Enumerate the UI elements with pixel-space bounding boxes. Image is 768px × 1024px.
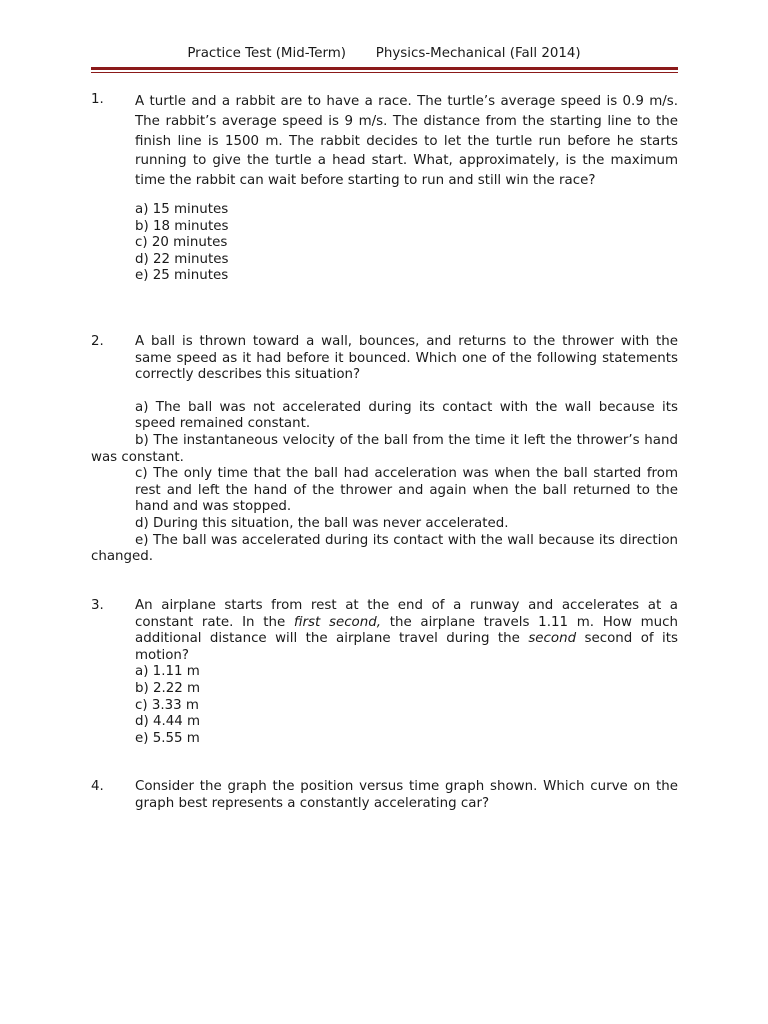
question-number: 2. xyxy=(91,334,104,349)
question-text: Consider the graph the position versus time graph shown. Which curve on the graph best represents a constantly accelerating car? xyxy=(135,779,678,811)
option-d: d) 4.44 m xyxy=(135,714,201,730)
question-1 xyxy=(91,92,678,285)
text-part: An airplane starts from rest at the end of a runway and accelerates at a constant rate. In the xyxy=(135,598,678,630)
option-e: e) 5.55 m xyxy=(135,730,200,746)
question-text: A turtle and a rabbit are to have a race. The turtle’s average speed is 0.9 m/s. The rabbit’s average speed is 9 m/s. The distance from the starting line to the finish line is 1500 m. The rabbit decides to let the turtle run before he starts running to give the turtle a head start. What, approximately, is the maximum time the rabbit can wait before starting to run and still win the race? xyxy=(135,94,678,189)
option-b: b) 18 minutes xyxy=(135,218,229,234)
option-c: c) The only time that the ball had acceleration was when the ball started from rest and left the hand of the thrower and again when the ball returned to the hand and was stopped. xyxy=(135,466,678,515)
text-part: second of its motion? xyxy=(135,631,678,663)
test-title: Practice Test (Mid-Term) xyxy=(187,46,346,61)
option-e: e) 25 minutes xyxy=(135,268,229,284)
options-list xyxy=(135,664,678,747)
options-list xyxy=(91,400,678,566)
option-c: c) 20 minutes xyxy=(135,235,228,251)
option-c: c) 3.33 m xyxy=(135,697,199,713)
option-b: b) 2.22 m xyxy=(135,680,201,696)
option-a: a) 15 minutes xyxy=(135,201,229,217)
question-number: 3. xyxy=(91,598,104,613)
option-a: a) 1.11 m xyxy=(135,664,200,680)
question-number: 4. xyxy=(91,779,104,794)
course-title: Physics-Mechanical (Fall 2014) xyxy=(375,46,581,61)
option-d: d) 22 minutes xyxy=(135,251,229,267)
text-part: the airplane travels 1.11 m. How much additional distance will the airplane travel during the xyxy=(135,614,679,647)
page-header xyxy=(0,45,768,63)
question-text xyxy=(135,598,678,664)
emphasis-first-second: first second, xyxy=(293,614,381,630)
emphasis-second: second xyxy=(528,631,577,647)
question-text: A ball is thrown toward a wall, bounces, and returns to the thrower with the same speed as it had before it bounced. Which one of the following statements correctly describes this situation? xyxy=(135,334,678,383)
header-rule-thin xyxy=(91,72,678,73)
question-4 xyxy=(91,779,678,812)
question-3 xyxy=(91,598,678,747)
option-d: d) During this situation, the ball was never accelerated. xyxy=(135,515,509,531)
options-list xyxy=(135,202,678,285)
option-b: b) The instantaneous velocity of the ball from the time it left the thrower’s hand was constant. xyxy=(91,432,678,465)
option-a: a) The ball was not accelerated during its contact with the wall because its speed remained constant. xyxy=(135,399,678,432)
question-2 xyxy=(91,334,678,566)
header-rule-thick xyxy=(91,67,678,70)
question-number: 1. xyxy=(91,92,104,107)
option-e: e) The ball was accelerated during its contact with the wall because its direction changed. xyxy=(91,532,678,565)
